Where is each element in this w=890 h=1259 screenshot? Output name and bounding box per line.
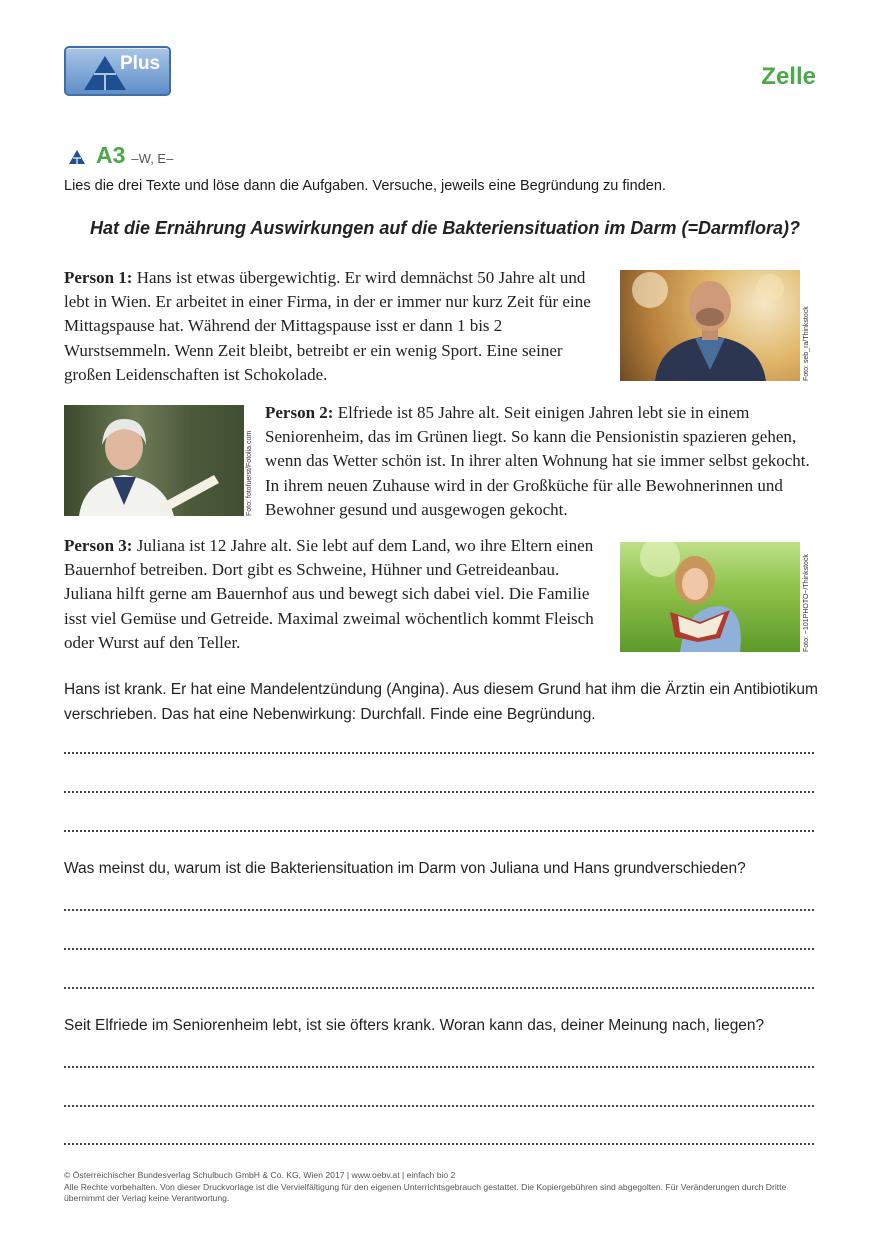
task-intro: Lies die drei Texte und löse dann die Aufgaben. Versuche, jeweils eine Begründung zu finden. [64, 178, 666, 194]
person-label: Person 1: [64, 268, 133, 287]
answer-line[interactable] [64, 948, 814, 950]
task-level: –W, E– [131, 151, 174, 166]
person-label: Person 2: [265, 403, 334, 422]
person-description: Juliana ist 12 Jahre alt. Sie lebt auf dem Land, wo ihre Eltern einen Bauernhof betreiben. Dort gibt es Schweine, Hühner und Getreideanbau. Juliana hilft gerne am Bauernhof aus und bewegt sich dabei viel. Die Familie isst viel Gemüse und Getreide. Maximal zweimal wöchentlich kommt Fleisch oder Wurst auf den Teller. [64, 536, 594, 652]
footer-line: Alle Rechte vorbehalten. Von dieser Druckvorlage ist die Vervielfältigung für den eigenen Unterrichtsgebrauch gestattet. Die Kopiergebühren sind abgegolten. Für Veränderungen durch Dritte übernimmt der Verlag keine Verantwortung. [64, 1181, 787, 1203]
copyright-footer [64, 1170, 824, 1205]
photo-credit: Foto: fotofuerst/Fotolia.com [246, 430, 253, 516]
question-3: Seit Elfriede im Seniorenheim lebt, ist sie öfters krank. Woran kann das, deiner Meinung nach, liegen? [64, 1017, 765, 1034]
task-heading [68, 142, 173, 169]
person-description: Hans ist etwas übergewichtig. Er wird demnächst 50 Jahre alt und lebt in Wien. Er arbeitet in einer Firma, in der er immer nur kurz Zeit für eine Mittagspause hat. Während der Mittagspause isst er dann 1 bis 2 Wurstsemmeln. Wenn Zeit bleibt, betreibt er ein wenig Sport. Eine seiner großen Leidenschaften ist Schokolade. [64, 268, 591, 384]
topic-title: Zelle [761, 63, 816, 90]
answer-line[interactable] [64, 987, 814, 989]
answer-line[interactable] [64, 791, 814, 793]
person-2-text [265, 401, 810, 522]
answer-line[interactable] [64, 830, 814, 832]
triangle-icon [68, 149, 86, 165]
person-3-text [64, 534, 604, 655]
answer-line[interactable] [64, 909, 814, 911]
answer-line[interactable] [64, 1066, 814, 1068]
logo-text: Plus [120, 53, 161, 74]
plus-logo [64, 46, 171, 96]
answer-line[interactable] [64, 1105, 814, 1107]
photo-man [620, 270, 800, 381]
question-title: Hat die Ernährung Auswirkungen auf die Bakteriensituation im Darm (=Darmflora)? [90, 218, 800, 238]
photo-credit: Foto: ~101PHOTO~/Thinkstock [803, 554, 810, 652]
question-2: Was meinst du, warum ist die Bakteriensituation im Darm von Juliana und Hans grundverschieden? [64, 860, 746, 877]
photo-credit: Foto: seb_ra/Thinkstock [803, 306, 810, 381]
photo-elderly-woman [64, 405, 244, 516]
person-label: Person 3: [64, 536, 133, 555]
answer-line[interactable] [64, 1143, 814, 1145]
person-description: Elfriede ist 85 Jahre alt. Seit einigen Jahren lebt sie in einem Seniorenheim, das im Grünen liegt. So kann die Pensionistin spazieren gehen, wenn das Wetter schön ist. In ihrer alten Wohnung hat sie immer selbst gekocht. In ihrem neuen Zuhause wird in der Großküche für alle Bewohnerinnen und Bewohner gesund und ausgewogen gekocht. [265, 403, 810, 519]
task-id: A3 [96, 142, 126, 168]
person-1-text [64, 266, 604, 387]
photo-girl-reading [620, 542, 800, 652]
question-1: Hans ist krank. Er hat eine Mandelentzündung (Angina). Aus diesem Grund hat ihm die Ärztin ein Antibiotikum verschrieben. Das hat eine Nebenwirkung: Durchfall. Finde eine Begründung. [64, 681, 818, 723]
footer-line: © Österreichischer Bundesverlag Schulbuch GmbH & Co. KG, Wien 2017 | www.oebv.at | einfach bio 2 [64, 1170, 456, 1180]
answer-line[interactable] [64, 752, 814, 754]
